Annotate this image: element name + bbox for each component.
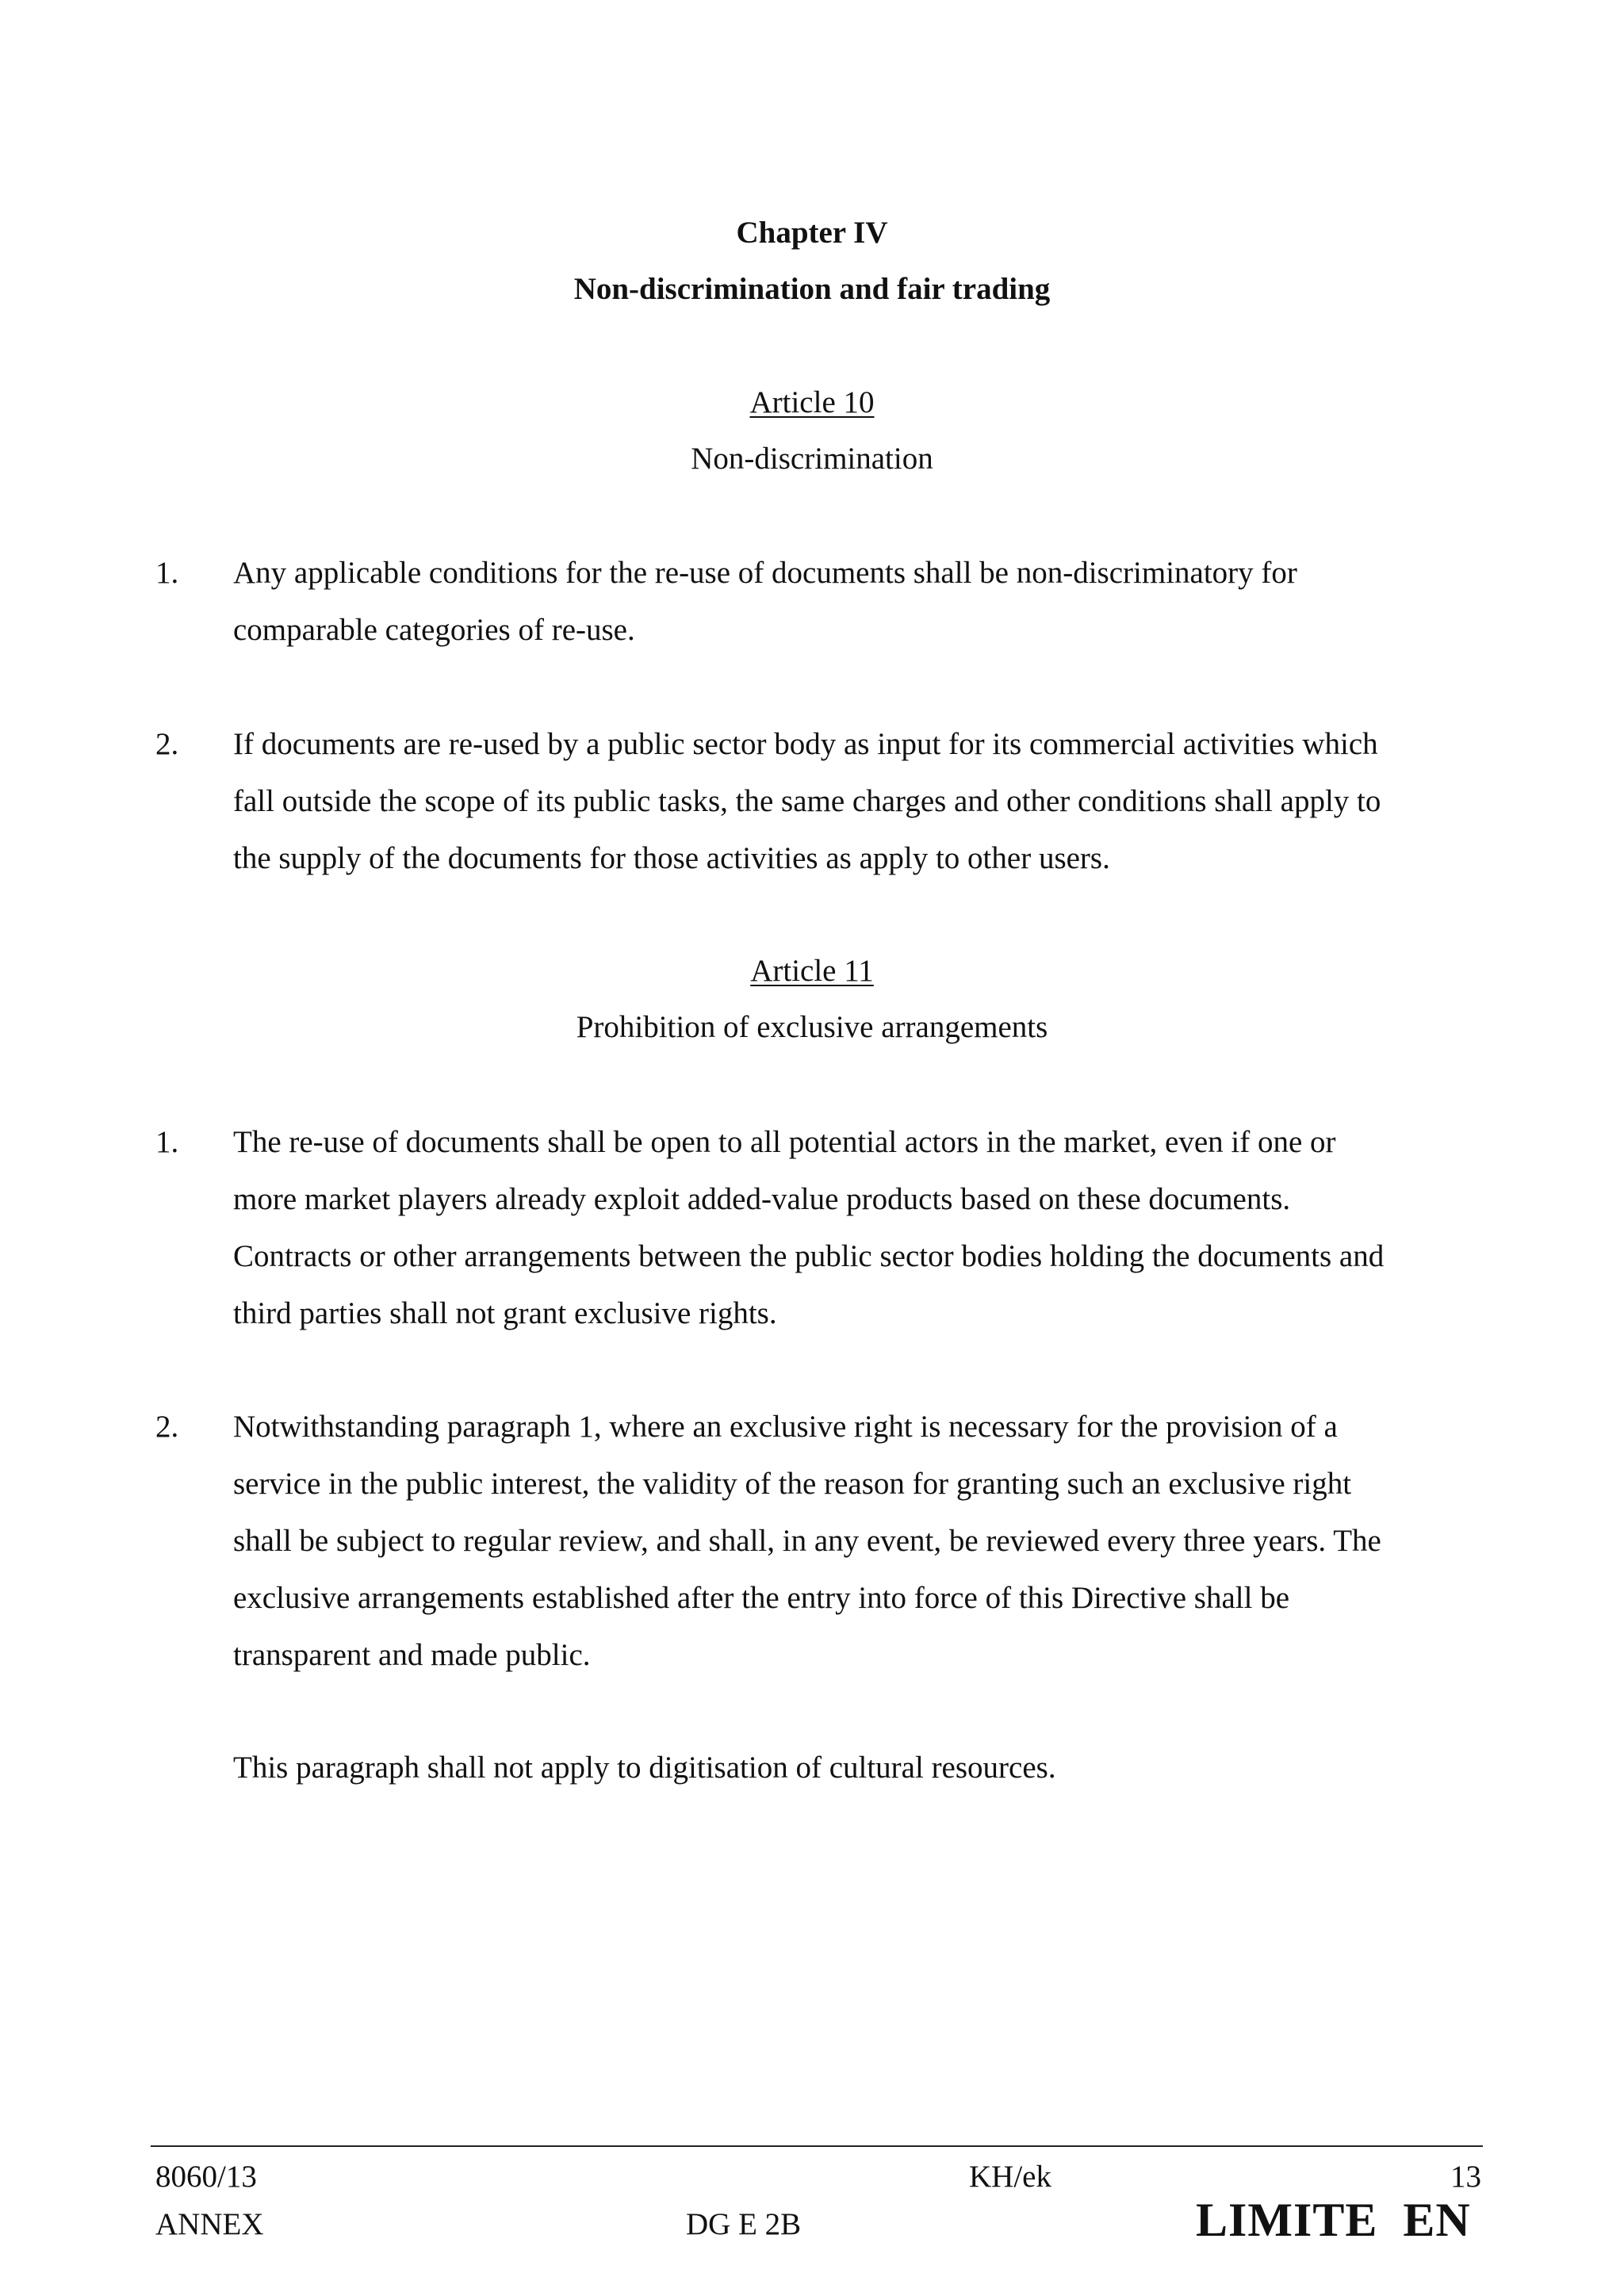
paragraph-line: service in the public interest, the validity of the reason for granting such an exclusive right [233,1467,1352,1501]
article-10-label: Article 10 [749,385,875,419]
paragraph-number: 2. [155,1410,179,1444]
article-10-title: Non-discrimination [691,442,933,476]
paragraph-line: transparent and made public. [233,1638,591,1672]
paragraph-line: more market players already exploit added-value products based on these documents. [233,1182,1291,1216]
footer-doc-number: 8060/13 [155,2160,257,2194]
paragraph-line: If documents are re-used by a public sector body as input for its commercial activities which [233,727,1378,761]
footer-dg: DG E 2B [686,2207,802,2241]
paragraph-line: This paragraph shall not apply to digitisation of cultural resources. [233,1751,1056,1785]
footer-page-number: 13 [1450,2160,1481,2194]
paragraph-line: comparable categories of re-use. [233,613,635,647]
language-code: EN [1403,2194,1471,2246]
article-11-title: Prohibition of exclusive arrangements [576,1010,1048,1044]
paragraph-line: the supply of the documents for those activities as apply to other users. [233,841,1110,875]
paragraph-text [233,1399,1502,1684]
classification-label: LIMITE [1196,2194,1378,2246]
footer-initials: KH/ek [969,2160,1051,2194]
article-10-heading [0,384,1624,422]
paragraph-line: third parties shall not grant exclusive rights. [233,1296,777,1330]
paragraph-line: Contracts or other arrangements between the public sector bodies holding the documents and [233,1239,1385,1273]
paragraph-line: shall be subject to regular review, and shall, in any event, be reviewed every three years. The [233,1524,1381,1558]
footer-annex: ANNEX [155,2207,264,2241]
paragraph-line: Notwithstanding paragraph 1, where an exclusive right is necessary for the provision of a [233,1410,1338,1444]
paragraph-line: fall outside the scope of its public tasks, the same charges and other conditions shall apply to [233,784,1381,818]
chapter-number: Chapter IV [736,216,888,250]
paragraph-number: 2. [155,727,179,761]
paragraph-text [233,1114,1502,1342]
paragraph-number: 1. [155,556,179,590]
paragraph-line: exclusive arrangements established after the entry into force of this Directive shall be [233,1581,1289,1615]
article-11-heading [0,952,1624,990]
footer-classification [1196,2195,1471,2245]
paragraph-line: The re-use of documents shall be open to all potential actors in the market, even if one or [233,1125,1336,1159]
paragraph-number: 1. [155,1125,179,1159]
paragraph-text [233,716,1502,887]
chapter-title: Non-discrimination and fair trading [573,272,1051,306]
paragraph-line: Any applicable conditions for the re-use of documents shall be non-discriminatory for [233,556,1297,590]
article-11-label: Article 11 [750,954,874,988]
paragraph-text [233,1739,1502,1797]
footer-rule [151,2145,1483,2147]
paragraph-text [233,545,1502,659]
